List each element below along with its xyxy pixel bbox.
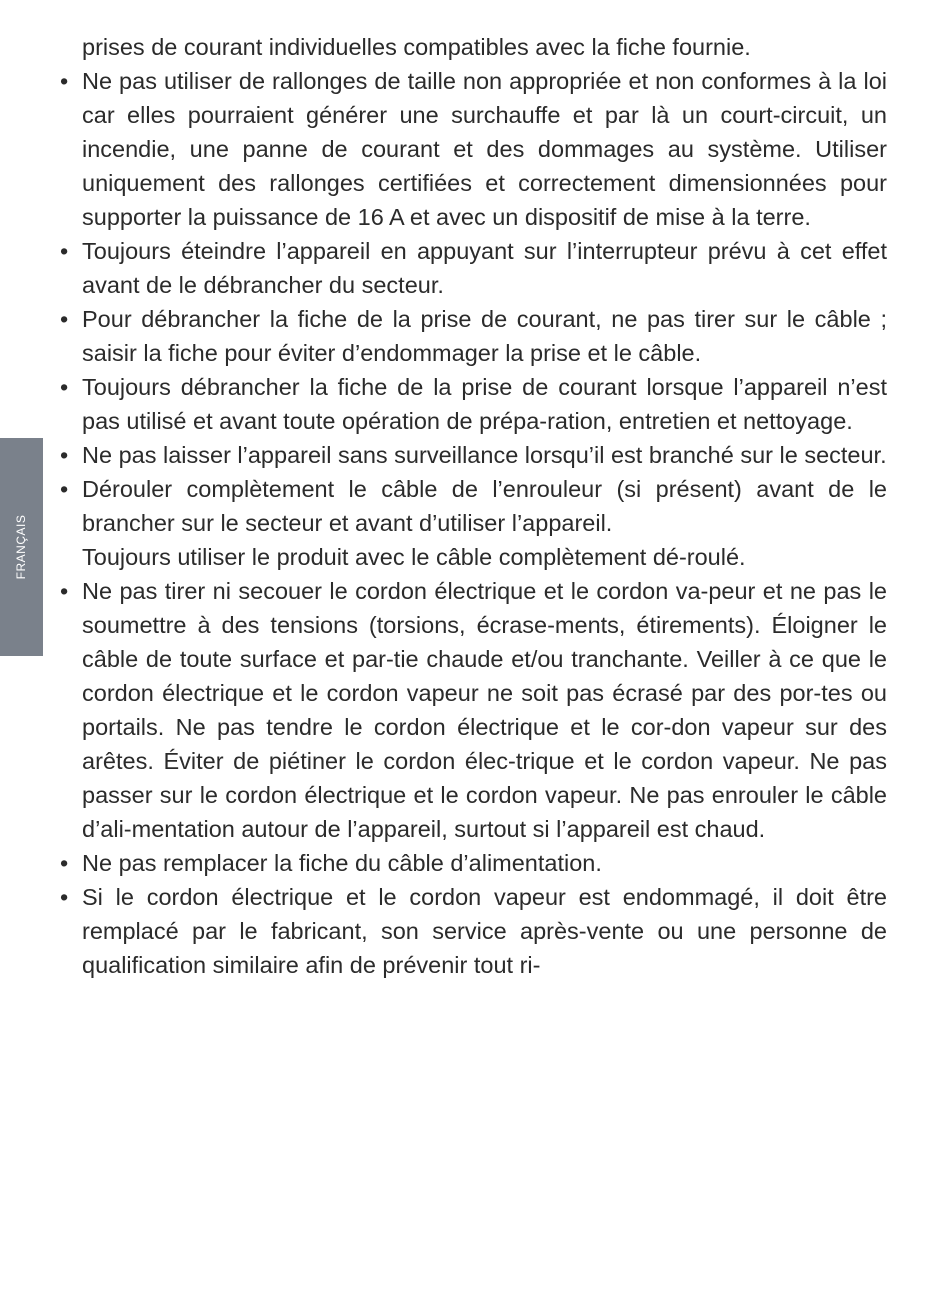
language-tab-label: FRANÇAIS bbox=[14, 514, 28, 580]
bullet-unplug-by-plug: • Pour débrancher la fiche de la prise de courant, ne pas tirer sur le câble ; saisir la fiche pour éviter d’endommager la prise et le câble. bbox=[82, 302, 887, 370]
bullet-damaged-cord: • Si le cordon électrique et le cordon vapeur est endommagé, il doit être remplacé par le fabricant, son service après-vente ou une personne de qualification similaire afin de prévenir tout ri- bbox=[82, 880, 887, 982]
paragraph-cable-fully-unwound: Toujours utiliser le produit avec le câble complètement dé-roulé. bbox=[82, 544, 746, 570]
bullet-plug-replacement: • Ne pas remplacer la fiche du câble d’alimentation. bbox=[82, 846, 887, 880]
bullet-unplug-when-unused: • Toujours débrancher la fiche de la prise de courant lorsque l’appareil n’est pas utilisé et avant toute opération de prépa-ration, entretien et nettoyage. bbox=[82, 370, 887, 438]
safety-instructions bbox=[82, 30, 887, 982]
paragraph-continuation: prises de courant individuelles compatibles avec la fiche fournie. bbox=[82, 34, 751, 60]
bullet-switch-off: • Toujours éteindre l’appareil en appuyant sur l’interrupteur prévu à cet effet avant de le débrancher du secteur. bbox=[82, 234, 887, 302]
bullet-unwind-cable: • Dérouler complètement le câble de l’enrouleur (si présent) avant de le brancher sur le secteur et avant d’utiliser l’appareil. bbox=[82, 472, 887, 540]
bullet-extension-cords: • Ne pas utiliser de rallonges de taille non appropriée et non conformes à la loi car elles pourraient générer une surchauffe et par là un court-circuit, un incendie, une panne de courant et des dommages au système. Utiliser uniquement des rallonges certifiées et correctement dimensionnées pour supporter la puissance de 16 A et avec un dispositif de mise à la terre. bbox=[82, 64, 887, 234]
bullet-no-unattended: • Ne pas laisser l’appareil sans surveillance lorsqu’il est branché sur le secteur. bbox=[82, 438, 887, 472]
bullet-cord-care: • Ne pas tirer ni secouer le cordon électrique et le cordon va-peur et ne pas le soumettre à des tensions (torsions, écrase-ments, étirements). Éloigner le câble de toute surface et par-tie chaude et/ou tranchante. Veiller à ce que le cordon électrique et le cordon vapeur ne soit pas écrasé par des por-tes ou portails. Ne pas tendre le cordon électrique et le cor-don vapeur sur des arêtes. Éviter de piétiner le cordon élec-trique et le cordon vapeur. Ne pas passer sur le cordon électrique et le cordon vapeur. Ne pas enrouler le câble d’ali-mentation autour de l’appareil, surtout si l’appareil est chaud. bbox=[82, 574, 887, 846]
